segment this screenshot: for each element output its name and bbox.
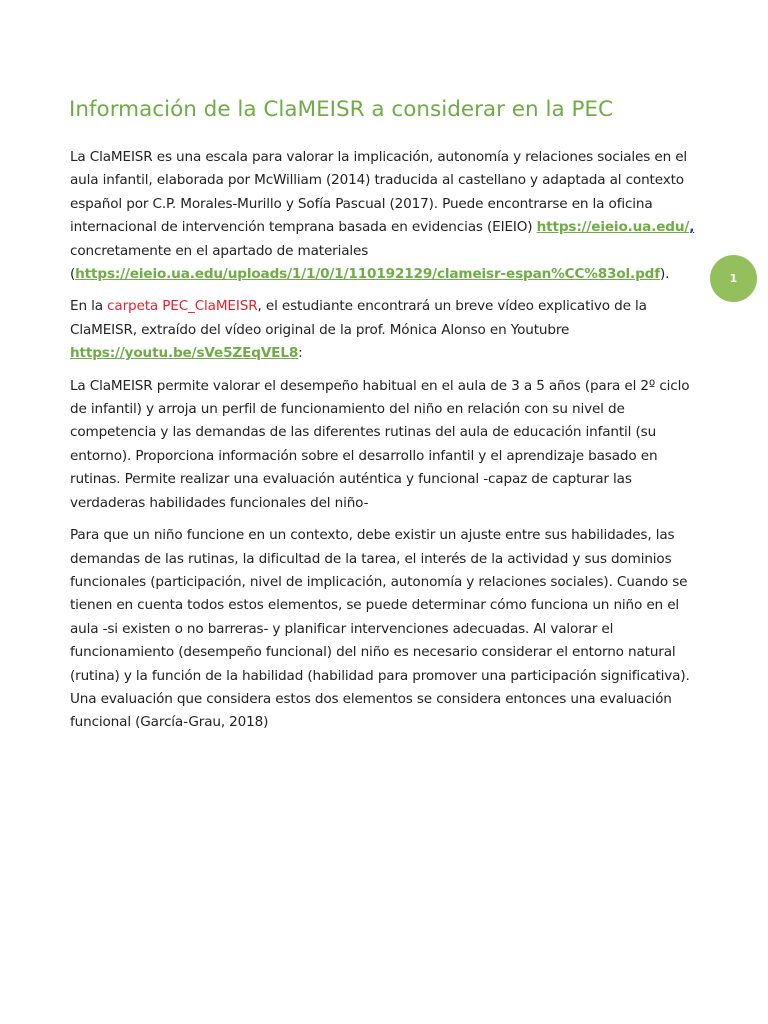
paragraph-intro [70, 146, 700, 286]
youtube-link[interactable]: https://youtu.be/sVe5ZEqVEL8 [70, 345, 299, 362]
video-text-end: : [298, 345, 303, 362]
video-text-start: En la [70, 298, 103, 315]
page-title: Información de la ClaMEISR a considerar en la PEC [69, 97, 614, 122]
body-text [70, 146, 700, 744]
paragraph-video [70, 295, 700, 365]
paragraph-description: La ClaMEISR permite valorar el desempeño habitual en el aula de 3 a 5 años (para el 2º ciclo de infantil) y arroja un perfil de funcionamiento del niño en relación con su nivel de competencia y las demandas de las diferentes rutinas del aula de educación infantil (su entorno). Proporciona información sobre el desarrollo infantil y el aprendizaje basado en rutinas. Permite realizar una evaluación auténtica y funcional -capaz de capturar las verdaderas habilidades funcionales del niño- [70, 377, 690, 511]
intro-text-middle: concretamente en el apartado de materiales ( [70, 242, 369, 283]
eieio-link-comma[interactable]: , [689, 219, 695, 236]
paragraph-functioning: Para que un niño funcione en un contexto, debe existir un ajuste entre sus habilidades, las demandas de las rutinas, la dificultad de la tarea, el interés de la actividad y sus dominios funcionales (participación, nivel de implicación, autonomía y relaciones sociales). Cuando se tienen en cuenta todos estos elementos, se puede determinar cómo funciona un niño en el aula -si existen o no barreras- y planificar intervenciones adecuadas. Al valorar el funcionamiento (desempeño funcional) del niño es necesario considerar el entorno natural (rutina) y la función de la habilidad (habilidad para promover una participación significativa). Una evaluación que considera estos dos elementos se considera entonces una evaluación funcional (García-Grau, 2018) [70, 527, 690, 731]
folder-link[interactable]: carpeta PEC_ClaMEISR [102, 298, 258, 315]
intro-text-end: ). [660, 266, 670, 283]
intro-text: La ClaMEISR es una escala para valorar la implicación, autonomía y relaciones sociales en el aula infantil, elaborada por McWilliam (2014) traducida al castellano y adaptada al contexto español por C.P. Morales-Murillo y Sofía Pascual (2017). Puede encontrarse en la oficina internacional de intervención temprana basada en evidencias (EIEIO) [70, 149, 688, 236]
clameisr-pdf-link[interactable]: https://eieio.ua.edu/uploads/1/1/0/1/110192129/clameisr-espan%CC%83ol.pdf [75, 266, 661, 283]
eieio-link[interactable]: https://eieio.ua.edu/ [536, 219, 690, 236]
video-text-middle: , el estudiante encontrará un breve vídeo explicativo de la ClaMEISR, extraído del vídeo original de la prof. Mónica Alonso en Youtubre [70, 298, 647, 338]
page-number-badge: 1 [710, 255, 757, 302]
